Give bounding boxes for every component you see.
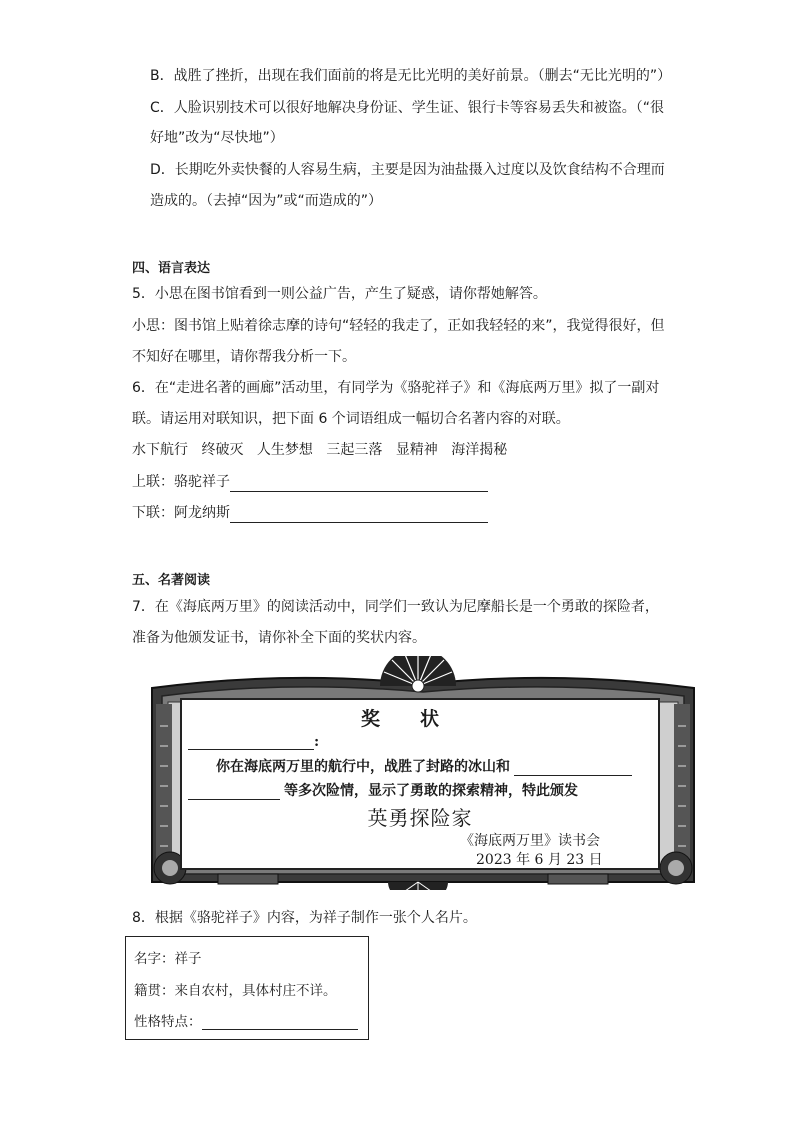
q6-line1: 6．在“走进名著的画廊”活动里，有同学为《骆驼祥子》和《海底两万里》拟了一副对: [132, 380, 660, 396]
q8-text: 8．根据《骆驼祥子》内容，为祥子制作一张个人名片。: [132, 910, 477, 926]
q7-line2: 准备为他颁发证书，请你补全下面的奖状内容。: [132, 630, 426, 646]
section5-heading: 五、名著阅读: [132, 573, 211, 588]
q5-line2: 小思：图书馆上贴着徐志摩的诗句“轻轻的我走了，正如我轻轻的来”，我觉得很好，但: [132, 318, 665, 334]
word-item: 水下航行: [132, 442, 188, 458]
word-item: 终破灭: [201, 442, 244, 458]
certificate-date: 2023 年 6 月 23 日: [476, 852, 603, 868]
upper-couplet-label: 上联：骆驼祥子: [132, 474, 230, 490]
recipient-colon: :: [314, 734, 320, 750]
certificate: [148, 656, 698, 890]
option-c-line2: 好地”改为“尽快地”）: [150, 130, 284, 146]
card-traits-label: 性格特点：: [134, 1014, 202, 1030]
option-b: B．战胜了挫折，出现在我们面前的将是无比光明的美好前景。（删去“无比光明的”）: [150, 68, 672, 84]
recipient-line: [188, 734, 319, 750]
certificate-line1: [216, 756, 632, 776]
danger-blank-2[interactable]: [188, 785, 280, 800]
word-item: 显精神: [395, 442, 438, 458]
certificate-award: 英勇探险家: [367, 806, 473, 830]
card-traits: [134, 1010, 358, 1030]
q6-line2: 联。请运用对联知识，把下面 6 个词语组成一幅切合名著内容的对联。: [132, 411, 570, 427]
certificate-line2: [188, 780, 578, 800]
danger-blank-1[interactable]: [514, 761, 632, 776]
certificate-title: 奖状: [360, 708, 479, 730]
lower-couplet-label: 下联：阿龙纳斯: [132, 505, 230, 521]
upper-couplet-blank[interactable]: [230, 476, 488, 492]
option-d-line2: 造成的。（去掉“因为”或“而造成的”）: [150, 193, 383, 209]
certificate-line2-text: 等多次险情，显示了勇敢的探索精神，特此颁发: [284, 783, 578, 799]
card-traits-blank[interactable]: [202, 1014, 358, 1030]
certificate-line1-text: 你在海底两万里的航行中，战胜了封路的冰山和: [216, 759, 510, 775]
q5-line1: 5．小思在图书馆看到一则公益广告，产生了疑惑，请你帮她解答。: [132, 286, 547, 302]
q5-line3: 不知好在哪里，请你帮我分析一下。: [132, 349, 356, 365]
lower-couplet-blank[interactable]: [230, 507, 488, 523]
q7-line1: 7．在《海底两万里》的阅读活动中，同学们一致认为尼摩船长是一个勇敢的探险者，: [132, 599, 659, 615]
lower-couplet: [132, 503, 488, 523]
card-name: 名字：祥子: [134, 951, 202, 967]
certificate-body: [180, 698, 660, 870]
word-item: 海洋揭秘: [451, 442, 508, 458]
certificate-org: 《海底两万里》读书会: [460, 833, 600, 849]
option-c-line1: C．人脸识别技术可以很好地解决身份证、学生证、银行卡等容易丢失和被盗。（“很: [150, 100, 665, 116]
name-card: [125, 936, 369, 1040]
section4-heading: 四、语言表达: [132, 261, 211, 276]
option-d-line1: D．长期吃外卖快餐的人容易生病，主要是因为油盐摄入过度以及饮食结构不合理而: [150, 162, 665, 178]
card-origin: 籍贯：来自农村，具体村庄不详。: [134, 983, 337, 999]
word-item: 三起三落: [326, 442, 383, 458]
upper-couplet: [132, 472, 488, 492]
word-list: [132, 440, 516, 460]
recipient-blank[interactable]: [188, 735, 314, 750]
word-item: 人生梦想: [256, 442, 313, 458]
